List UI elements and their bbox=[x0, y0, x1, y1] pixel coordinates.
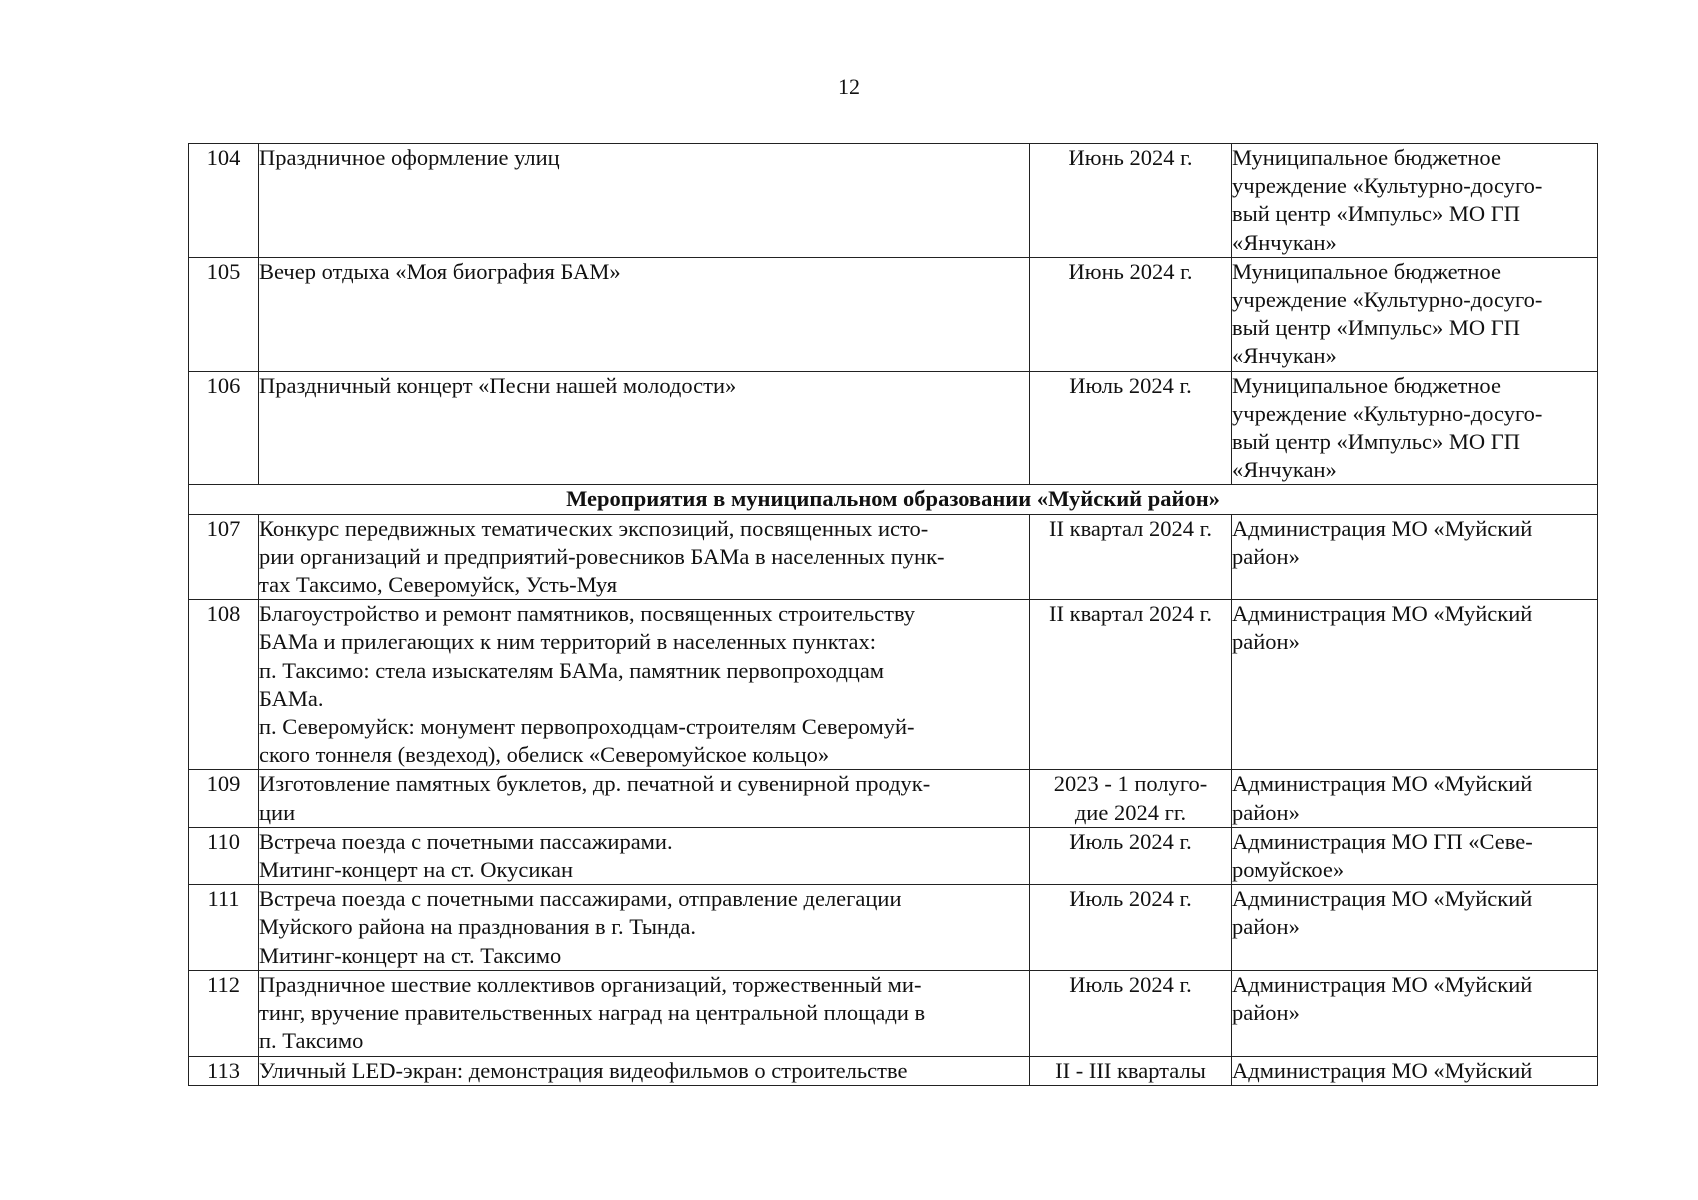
event-name-line: тинг, вручение правительственных наград на центральной площади в bbox=[259, 1000, 926, 1026]
event-date-line: дие 2024 гг. bbox=[1074, 799, 1187, 825]
event-date-line: Июль 2024 г. bbox=[1069, 971, 1192, 997]
responsible-org-line: Администрация МО «Муйский bbox=[1232, 886, 1533, 912]
event-date-line: 2023 - 1 полуго- bbox=[1053, 771, 1208, 797]
table-row bbox=[189, 514, 1598, 600]
event-name-line: ции bbox=[259, 799, 296, 825]
event-name bbox=[259, 514, 1030, 600]
event-date-line: Июль 2024 г. bbox=[1069, 372, 1192, 398]
event-date-line: II квартал 2024 г. bbox=[1049, 601, 1212, 627]
row-number: 108 bbox=[189, 600, 259, 770]
table-row bbox=[189, 970, 1598, 1056]
event-name bbox=[259, 371, 1030, 485]
responsible-org-line: учреждение «Культурно-досуго- bbox=[1232, 173, 1543, 199]
responsible-org-line: Муниципальное бюджетное bbox=[1232, 145, 1501, 170]
responsible-org bbox=[1232, 770, 1598, 827]
event-name bbox=[259, 600, 1030, 770]
responsible-org-line: учреждение «Культурно-досуго- bbox=[1232, 287, 1543, 313]
event-date bbox=[1030, 827, 1232, 884]
responsible-org-line: Администрация МО «Муйский bbox=[1232, 1057, 1533, 1083]
event-name-line: Благоустройство и ремонт памятников, посвященных строительству bbox=[259, 601, 916, 627]
event-date bbox=[1030, 600, 1232, 770]
table-body-bottom bbox=[189, 514, 1598, 1085]
event-name-line: Митинг-концерт на ст. Таксимо bbox=[259, 942, 562, 968]
responsible-org-line: «Янчукан» bbox=[1232, 229, 1337, 255]
table-section bbox=[189, 485, 1598, 514]
table-row bbox=[189, 600, 1598, 770]
table-row bbox=[189, 770, 1598, 827]
event-date bbox=[1030, 1056, 1232, 1085]
event-name-line: Праздничное оформление улиц bbox=[259, 145, 560, 170]
responsible-org-line: район» bbox=[1232, 914, 1300, 940]
event-name-line: Уличный LED-экран: демонстрация видеофильмов о строительстве bbox=[259, 1057, 908, 1083]
responsible-org bbox=[1232, 144, 1598, 258]
responsible-org-line: Муниципальное бюджетное bbox=[1232, 372, 1501, 398]
responsible-org-line: вый центр «Импульс» МО ГП bbox=[1232, 429, 1520, 455]
page-number: 12 bbox=[838, 74, 860, 99]
event-date-line: Июль 2024 г. bbox=[1069, 886, 1192, 912]
responsible-org-line: Администрация МО «Муйский bbox=[1232, 515, 1533, 541]
event-name bbox=[259, 970, 1030, 1056]
responsible-org bbox=[1232, 371, 1598, 485]
responsible-org bbox=[1232, 1056, 1598, 1085]
table-row bbox=[189, 885, 1598, 971]
responsible-org-line: район» bbox=[1232, 543, 1300, 569]
event-name-line: БАМа и прилегающих к ним территорий в населенных пунктах: bbox=[259, 629, 876, 655]
event-date bbox=[1030, 885, 1232, 971]
responsible-org-line: район» bbox=[1232, 1000, 1300, 1026]
event-name-line: Встреча поезда с почетными пассажирами. bbox=[259, 828, 673, 854]
responsible-org-line: район» bbox=[1232, 799, 1300, 825]
event-name bbox=[259, 827, 1030, 884]
event-name-line: БАМа. bbox=[259, 685, 324, 711]
event-date bbox=[1030, 144, 1232, 258]
responsible-org-line: ромуйское» bbox=[1232, 857, 1345, 883]
responsible-org-line: район» bbox=[1232, 629, 1300, 655]
table-row bbox=[189, 144, 1598, 258]
event-date-line: Июль 2024 г. bbox=[1069, 828, 1192, 854]
event-date bbox=[1030, 514, 1232, 600]
event-name bbox=[259, 885, 1030, 971]
event-name-line: Праздничный концерт «Песни нашей молодости» bbox=[259, 372, 737, 398]
event-name-line: Конкурс передвижных тематических экспозиций, посвященных исто- bbox=[259, 515, 929, 541]
section-title: Мероприятия в муниципальном образовании «Муйский район» bbox=[189, 485, 1598, 514]
event-name bbox=[259, 770, 1030, 827]
responsible-org bbox=[1232, 257, 1598, 371]
section-row bbox=[189, 485, 1598, 514]
responsible-org-line: Администрация МО «Муйский bbox=[1232, 601, 1533, 627]
event-name-line: Муйского района на празднования в г. Тында. bbox=[259, 914, 697, 940]
responsible-org-line: «Янчукан» bbox=[1232, 457, 1337, 483]
event-name bbox=[259, 144, 1030, 258]
event-name-line: Встреча поезда с почетными пассажирами, отправление делегации bbox=[259, 886, 902, 912]
event-name-line: рии организаций и предприятий-ровесников БАМа в населенных пунк- bbox=[259, 543, 945, 569]
table-row bbox=[189, 257, 1598, 371]
row-number: 104 bbox=[189, 144, 259, 258]
event-name-line: ского тоннеля (вездеход), обелиск «Северомуйское кольцо» bbox=[259, 742, 830, 768]
event-date bbox=[1030, 371, 1232, 485]
event-name-line: п. Таксимо bbox=[259, 1028, 364, 1054]
row-number: 112 bbox=[189, 970, 259, 1056]
event-name-line: Праздничное шествие коллективов организаций, торжественный ми- bbox=[259, 971, 922, 997]
event-date-line: Июнь 2024 г. bbox=[1068, 145, 1193, 170]
responsible-org-line: учреждение «Культурно-досуго- bbox=[1232, 400, 1543, 426]
responsible-org-line: Администрация МО ГП «Севе- bbox=[1232, 828, 1533, 854]
event-date bbox=[1030, 257, 1232, 371]
event-name-line: Вечер отдыха «Моя биография БАМ» bbox=[259, 258, 621, 284]
event-date-line: II - III кварталы bbox=[1055, 1057, 1206, 1083]
table-row bbox=[189, 371, 1598, 485]
event-date-line: II квартал 2024 г. bbox=[1049, 515, 1212, 541]
event-name-line: Митинг-концерт на ст. Окусикан bbox=[259, 857, 573, 883]
responsible-org bbox=[1232, 970, 1598, 1056]
row-number: 110 bbox=[189, 827, 259, 884]
table-row bbox=[189, 827, 1598, 884]
row-number: 113 bbox=[189, 1056, 259, 1085]
event-name bbox=[259, 257, 1030, 371]
event-name-line: п. Северомуйск: монумент первопроходцам-строителям Северомуй- bbox=[259, 714, 915, 740]
event-name-line: тах Таксимо, Северомуйск, Усть-Муя bbox=[259, 572, 618, 598]
row-number: 105 bbox=[189, 257, 259, 371]
events-table bbox=[188, 143, 1598, 1086]
event-name-line: Изготовление памятных буклетов, др. печатной и сувенирной продук- bbox=[259, 771, 931, 797]
responsible-org bbox=[1232, 827, 1598, 884]
responsible-org-line: вый центр «Импульс» МО ГП bbox=[1232, 201, 1520, 227]
responsible-org bbox=[1232, 514, 1598, 600]
responsible-org-line: вый центр «Импульс» МО ГП bbox=[1232, 315, 1520, 341]
responsible-org-line: Администрация МО «Муйский bbox=[1232, 771, 1533, 797]
row-number: 111 bbox=[189, 885, 259, 971]
table-body-top bbox=[189, 144, 1598, 485]
responsible-org bbox=[1232, 885, 1598, 971]
responsible-org-line: Муниципальное бюджетное bbox=[1232, 258, 1501, 284]
event-date bbox=[1030, 770, 1232, 827]
event-date-line: Июнь 2024 г. bbox=[1068, 258, 1193, 284]
event-name-line: п. Таксимо: стела изыскателям БАМа, памятник первопроходцам bbox=[259, 657, 885, 683]
table-row bbox=[189, 1056, 1598, 1085]
row-number: 107 bbox=[189, 514, 259, 600]
responsible-org-line: «Янчукан» bbox=[1232, 343, 1337, 369]
event-name bbox=[259, 1056, 1030, 1085]
row-number: 109 bbox=[189, 770, 259, 827]
responsible-org bbox=[1232, 600, 1598, 770]
responsible-org-line: Администрация МО «Муйский bbox=[1232, 971, 1533, 997]
row-number: 106 bbox=[189, 371, 259, 485]
event-date bbox=[1030, 970, 1232, 1056]
